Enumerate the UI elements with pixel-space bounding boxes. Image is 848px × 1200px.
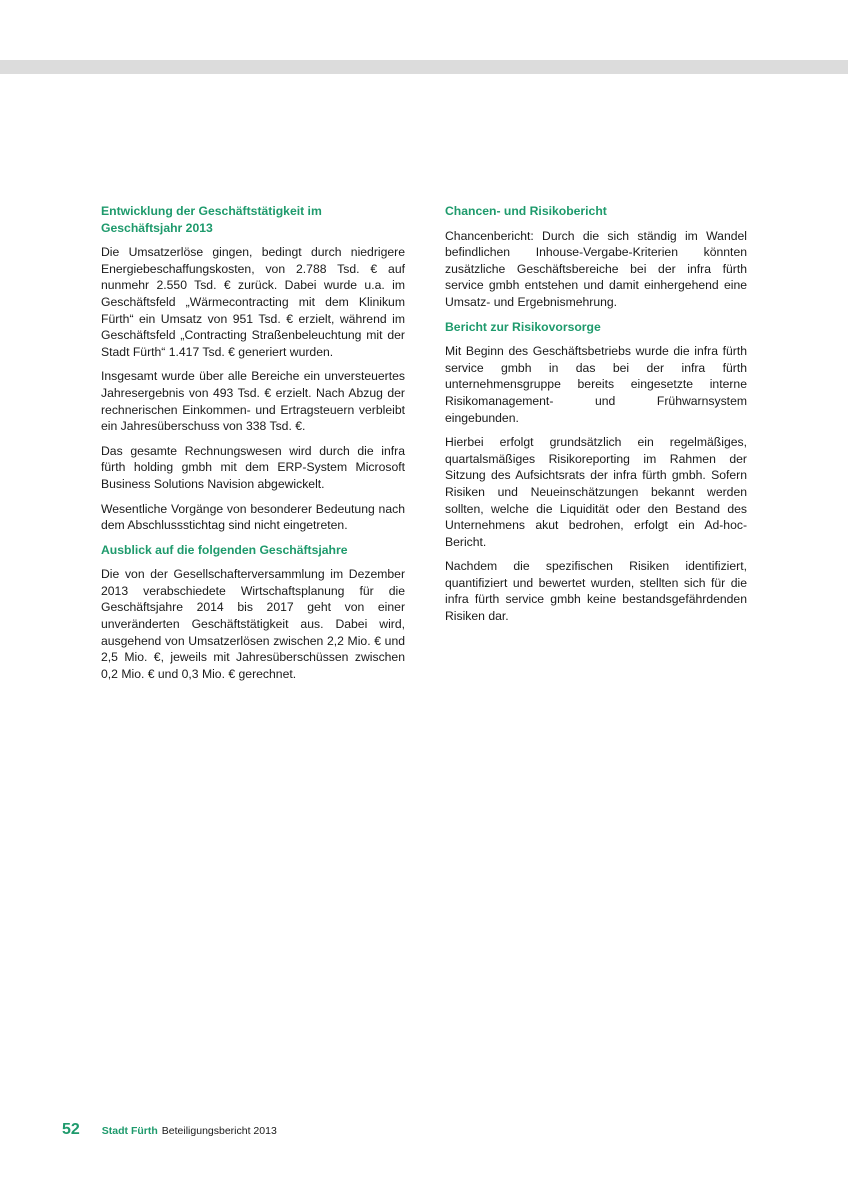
footer-document-title: Beteiligungsbericht 2013 [161,1125,277,1137]
section-heading-outlook: Ausblick auf die folgenden Geschäftsjahre [101,542,348,557]
section-heading-opportunities-risks: Chancen- und Risikobericht [445,204,607,218]
paragraph: Die von der Gesellschafterversammlung im Dezember 2013 verabschiedete Wirtschaftsplanung für die Geschäftsjahre 2014 bis 2017 geht von einer unveränderten Geschäftstätigkeit aus. Dabei wird, ausgehend von Umsatzerlösen zwischen 2,2 Mio. € und 2,5 Mio. €, jeweils mit Jahresüberschüssen zwischen 0,2 Mio. € und 0,3 Mio. € gerechnet. [101,567,405,681]
paragraph: Mit Beginn des Geschäftsbetriebs wurde die infra fürth service gmbh in das bei der infra fürth unternehmensgruppe bereits eingesetzte interne Risikomanagement- und Frühwarnsystem eingebunden. [445,344,747,425]
paragraph: Insgesamt wurde über alle Bereiche ein unversteuertes Jahresergebnis von 493 Tsd. € erzielt. Nach Abzug der rechnerischen Einkommen- und Ertragsteuern verbleibt ein Jahresüberschuss von 338 Tsd. €. [101,369,405,434]
paragraph: Das gesamte Rechnungswesen wird durch die infra fürth holding gmbh mit dem ERP-System Microsoft Business Solutions Navision abgewickelt. [101,443,405,491]
page-footer [62,1121,277,1139]
page-number: 52 [62,1121,80,1138]
paragraph: Hierbei erfolgt grundsätzlich ein regelmäßiges, quartalsmäßiges Risikoreporting im Rahmen der Sitzung des Aufsichtsrats der infra fürth gmbh. Sofern Risiken und Neueinschätzungen bekannt werden sollten, welche die Liquidität oder den Bestand des Unternehmens akut bedrohen, erfolgt ein Ad-hoc-Bericht. [445,435,747,549]
right-column [445,203,747,633]
paragraph: Chancenbericht: Durch die sich ständig im Wandel befindlichen Inhouse-Vergabe-Kriterien könnten zusätzliche Geschäftsbereiche bei der infra fürth service gmbh entstehen und damit einhergehend eine Umsatz- und Ergebnismehrung. [445,228,747,309]
footer-city: Stadt Fürth [101,1125,158,1137]
paragraph: Nachdem die spezifischen Risiken identifiziert, quantifiziert und bewertet wurden, stellten sich für die infra fürth service gmbh keine bestandsgefährdenden Risiken dar. [445,559,747,624]
paragraph: Die Umsatzerlöse gingen, bedingt durch niedrigere Energiebeschaffungskosten, von 2.788 Tsd. € auf nunmehr 2.550 Tsd. € zurück. Dabei wurde u.a. im Geschäftsfeld „Wärmecontracting mit dem Klinikum Fürth“ ein Umsatz von 951 Tsd. € erzielt, während im Geschäftsfeld „Contracting Straßenbeleuchtung mit der Stadt Fürth“ 1.417 Tsd. € generiert wurden. [101,245,405,359]
section-heading-business-development: Entwicklung der Geschäftstätigkeit im Geschäftsjahr 2013 [101,204,322,235]
top-band [0,60,848,74]
section-heading-risk-provision: Bericht zur Risikovorsorge [445,319,601,334]
left-column [101,203,405,690]
paragraph: Wesentliche Vorgänge von besonderer Bedeutung nach dem Abschlussstichtag sind nicht eingetreten. [101,501,405,533]
